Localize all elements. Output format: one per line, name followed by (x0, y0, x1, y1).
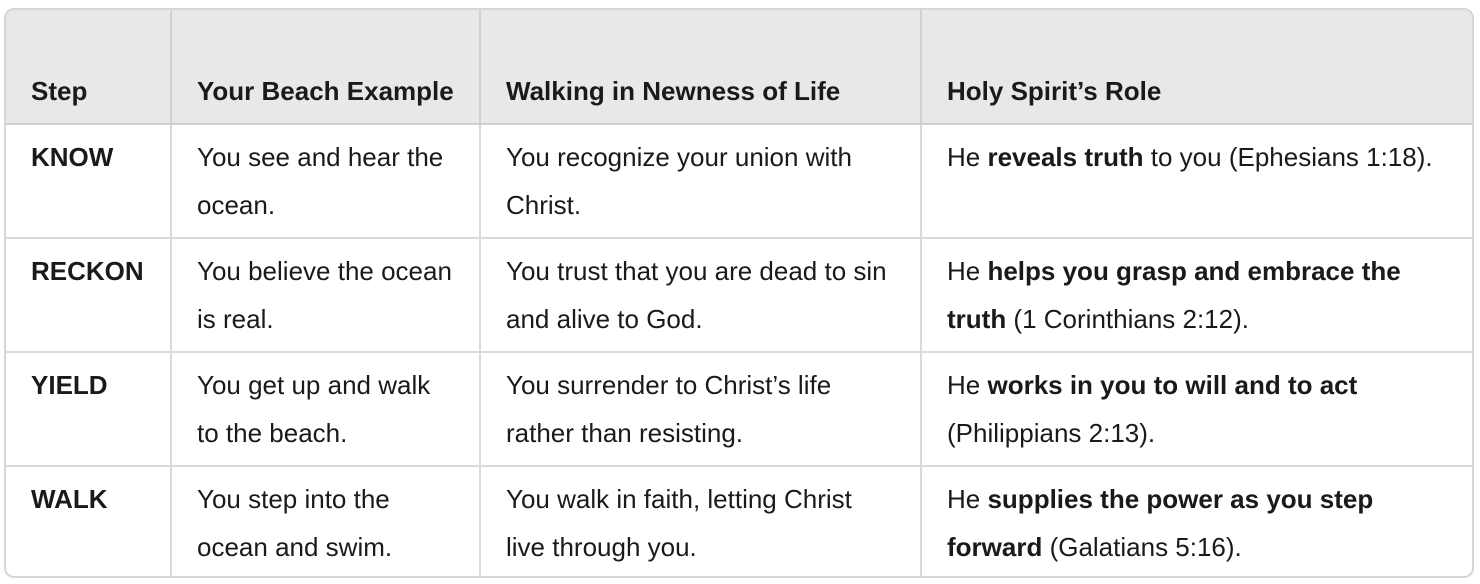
spirit-text-emphasis: reveals truth (987, 142, 1144, 172)
newness-cell: You walk in faith, letting Christ live through you. (480, 466, 921, 578)
newness-cell: You trust that you are dead to sin and alive to God. (480, 238, 921, 352)
spirit-text-emphasis: works in you to will and to act (987, 370, 1358, 400)
comparison-table-container (4, 8, 1474, 578)
spirit-text-prefix: He (947, 370, 988, 400)
table-row (6, 124, 1472, 238)
spirit-text-prefix: He (947, 256, 988, 286)
spirit-text-prefix: He (947, 142, 988, 172)
beach-cell: You step into the ocean and swim. (171, 466, 480, 578)
header-step: Step (6, 10, 171, 124)
step-cell: RECKON (6, 238, 171, 352)
spirit-cell (921, 238, 1472, 352)
step-cell: WALK (6, 466, 171, 578)
table-body (6, 124, 1472, 578)
table-row (6, 352, 1472, 466)
header-beach-example: Your Beach Example (171, 10, 480, 124)
spirit-text-reference: (Galatians 5:16). (1042, 532, 1242, 562)
spirit-cell (921, 466, 1472, 578)
table-row (6, 466, 1472, 578)
spirit-text-reference: (1 Corinthians 2:12). (1006, 304, 1249, 334)
table-header (6, 10, 1472, 124)
header-holy-spirit-role: Holy Spirit’s Role (921, 10, 1472, 124)
spirit-text-emphasis: helps you grasp and embrace the truth (947, 256, 1401, 334)
comparison-table (6, 10, 1472, 578)
step-cell: YIELD (6, 352, 171, 466)
step-cell: KNOW (6, 124, 171, 238)
beach-cell: You get up and walk to the beach. (171, 352, 480, 466)
spirit-text-prefix: He (947, 484, 988, 514)
spirit-text-reference: to you (Ephesians 1:18). (1143, 142, 1433, 172)
header-row (6, 10, 1472, 124)
spirit-text-reference: (Philippians 2:13). (947, 418, 1156, 448)
header-newness-of-life: Walking in Newness of Life (480, 10, 921, 124)
beach-cell: You believe the ocean is real. (171, 238, 480, 352)
beach-cell: You see and hear the ocean. (171, 124, 480, 238)
table-row (6, 238, 1472, 352)
newness-cell: You surrender to Christ’s life rather than resisting. (480, 352, 921, 466)
spirit-text-emphasis: supplies the power as you step forward (947, 484, 1374, 562)
spirit-cell (921, 352, 1472, 466)
newness-cell: You recognize your union with Christ. (480, 124, 921, 238)
spirit-cell (921, 124, 1472, 238)
